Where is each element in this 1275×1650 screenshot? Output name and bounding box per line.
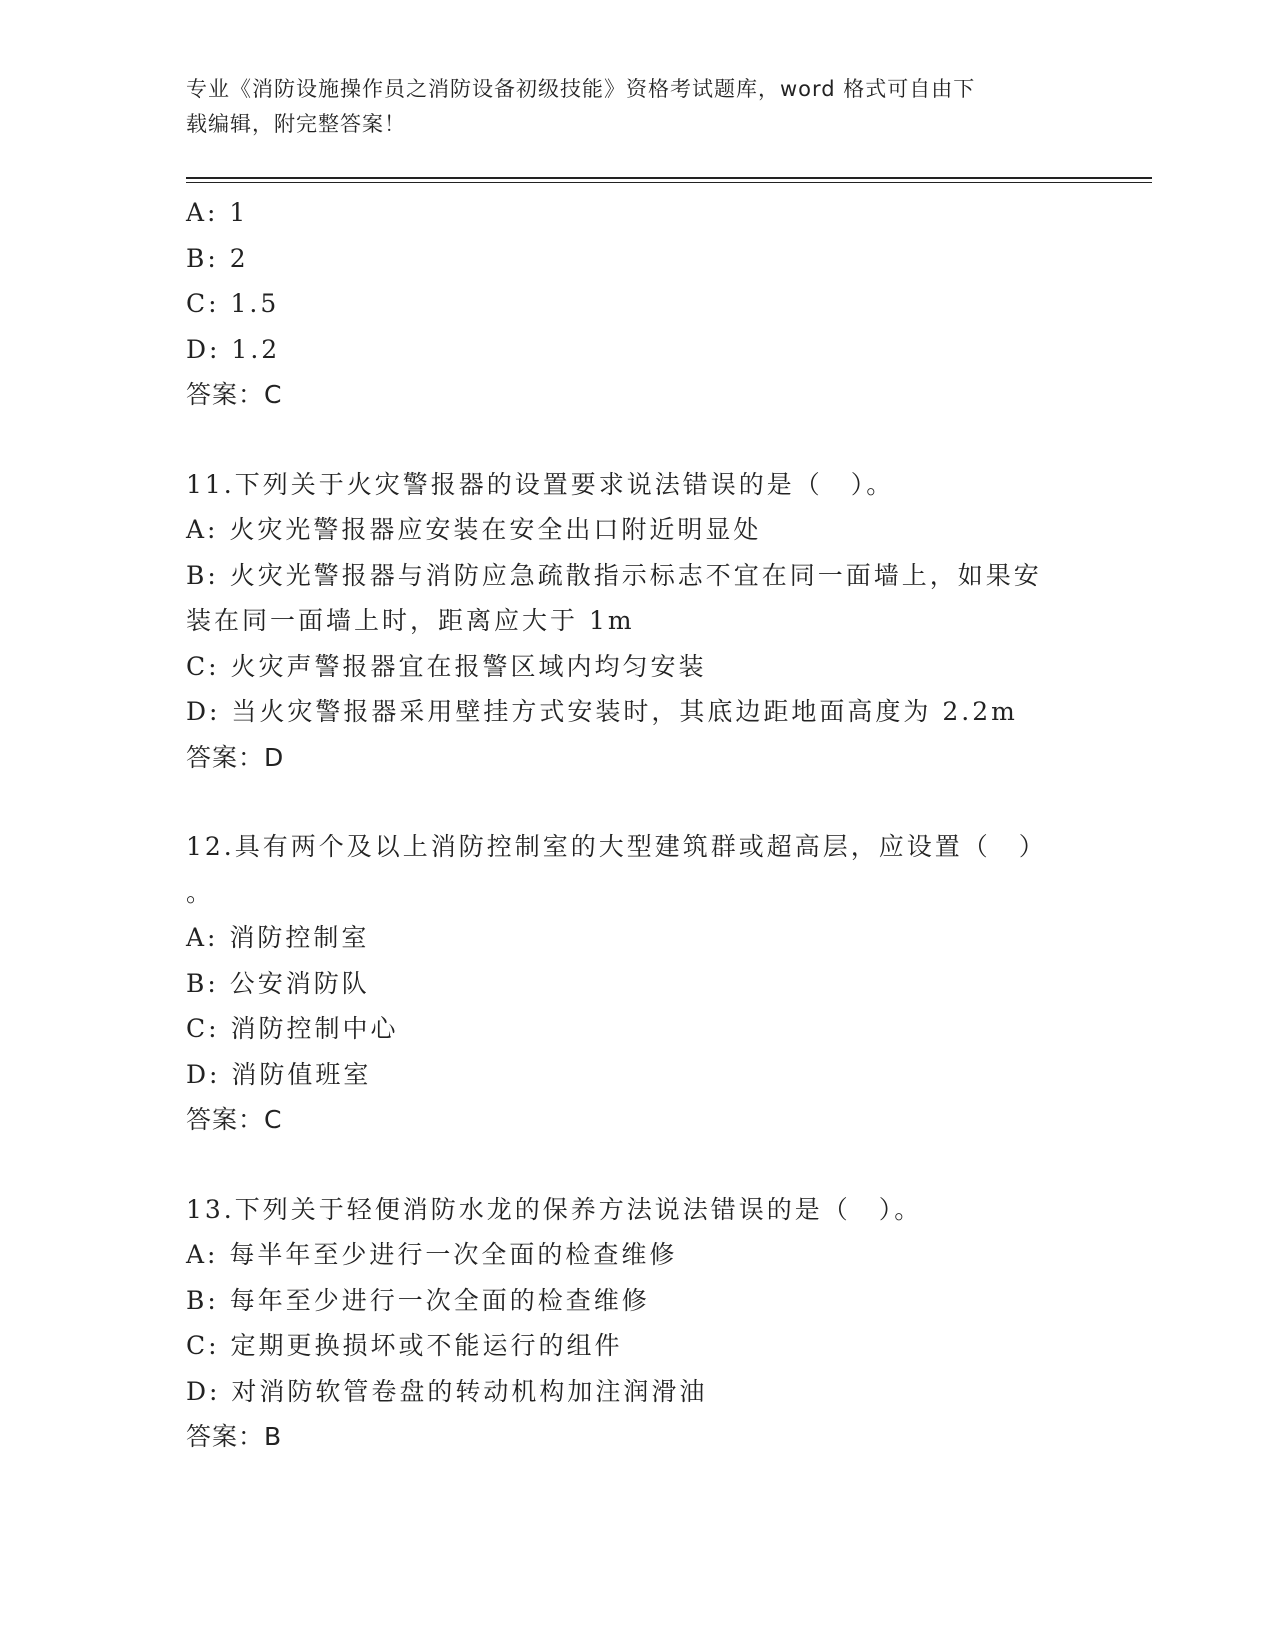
option-b: B: 每年至少进行一次全面的检查维修 [186,1285,650,1315]
answer: 答案：C [186,1105,283,1134]
option-d: D: 消防值班室 [186,1059,372,1089]
question-text: 12.具有两个及以上消防控制室的大型建筑群或超高层，应设置（ ） [186,832,1047,861]
option-b: B: 公安消防队 [186,968,370,998]
document-header [186,72,1066,142]
question-12 [186,824,1086,1143]
question-content [186,190,1086,1460]
option-d: D: 1.2 [186,334,281,364]
option-c: C: 消防控制中心 [186,1014,399,1043]
answer: 答案：C [186,380,283,409]
option-a: A: 火灾光警报器应安装在安全出口附近明显处 [186,515,762,544]
option-b: B: 2 [186,243,249,273]
option-c: C: 1.5 [186,289,280,318]
header-line-1: 专业《消防设施操作员之消防设备初级技能》资格考试题库，word 格式可自由下 [186,77,976,101]
question-13 [186,1187,1086,1460]
answer: 答案：B [186,1422,283,1451]
question-text: 13.下列关于轻便消防水龙的保养方法说法错误的是（ ）。 [186,1194,923,1224]
answer: 答案：D [186,742,285,772]
header-line-2: 载编辑，附完整答案！ [186,112,406,136]
option-a: A: 1 [186,198,249,227]
question-10 [186,190,1086,418]
option-c: C: 火灾声警报器宜在报警区域内均匀安装 [186,651,707,681]
option-d: D: 对消防软管卷盘的转动机构加注润滑油 [186,1376,708,1406]
option-d: D: 当火灾警报器采用壁挂方式安装时，其底边距地面高度为 2.2m [186,697,1018,726]
question-11 [186,462,1086,781]
option-b-continued: 装在同一面墙上时，距离应大于 1m [186,606,635,635]
question-text: 11.下列关于火灾警报器的设置要求说法错误的是（ ）。 [186,469,895,499]
option-a: A: 每半年至少进行一次全面的检查维修 [186,1240,678,1269]
header-rule-thin [186,182,1152,183]
option-b: B: 火灾光警报器与消防应急疏散指示标志不宜在同一面墙上，如果安 [186,560,1042,590]
header-rule-thick [186,177,1152,179]
question-text-continued: 。 [186,877,212,907]
option-c: C: 定期更换损坏或不能运行的组件 [186,1331,623,1360]
option-a: A: 消防控制室 [186,923,370,952]
